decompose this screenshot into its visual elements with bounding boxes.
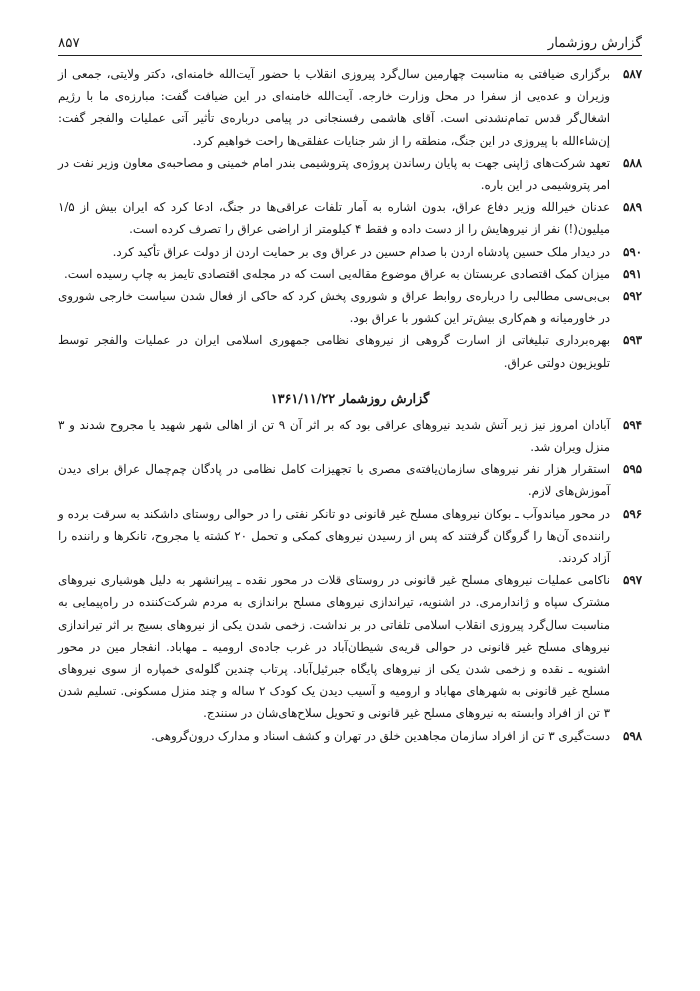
- entry-text: بهره‌برداری تبلیغاتی از اسارت گروهی از نیروهای نظامی جمهوری اسلامی ایران در عملیات والفجر توسط تلویزیون دولتی عراق.: [58, 333, 610, 370]
- entry-number: ۵۹۲: [622, 289, 642, 304]
- entry-text: دست‌گیری ۳ تن از افراد سازمان مجاهدین خلق در تهران و کشف اسناد و مدارک درون‌گروهی.: [151, 728, 610, 743]
- news-entry: [58, 263, 642, 285]
- page-header: [58, 33, 642, 56]
- entry-number: ۵۹۳: [622, 333, 642, 348]
- entry-list-top: [58, 63, 642, 374]
- news-entry: [58, 414, 642, 458]
- news-entry: [58, 569, 642, 724]
- entry-text: ناکامی عملیات نیروهای مسلح غیر قانونی در روستای قلات در محور نقده ـ پیرانشهر به دلیل هوشیاری نیروهای مشترک سپاه و ژاندارمری. در اشنویه، تیراندازی نیروهای مسلح براندازی به مردم شرکت‌کننده در راه‌پیمایی به مناسبت سال‌گرد پیروزی انقلاب اسلامی تلفاتی در بر نداشت. زخمی شدن یکی از نیروهای بسیج بر اثر تیراندازی نیروهای مسلح غیر قانونی در حوالی قریه‌ی شیطان‌آباد در غرب جاده‌ی ارومیه ـ مهاباد. انفجار مین در محور اشنویه ـ نقده و زخمی شدن یکی از نیروهای پایگاه جبرئیل‌آباد. پرتاب چندین گلوله‌ی خمپاره از سوی نیروهای مسلح غیر قانونی به شهرهای مهاباد و ارومیه و آسیب دیدن یک کودک ۲ ساله و چند منزل مسکونی. تسلیم شدن ۳ تن از افراد وابسته به نیروهای مسلح غیر قانونی و تحویل سلاح‌های‌شان در سنندج.: [58, 573, 610, 721]
- news-entry: [58, 285, 642, 329]
- news-entry: [58, 503, 642, 570]
- news-entry: [58, 152, 642, 196]
- news-entry: [58, 725, 642, 747]
- news-entry: [58, 329, 642, 373]
- news-entry: [58, 241, 642, 263]
- news-entry: [58, 196, 642, 240]
- entry-number: ۵۸۸: [622, 155, 642, 170]
- news-entry: [58, 458, 642, 502]
- entry-number: ۵۸۷: [622, 67, 642, 81]
- entry-number: ۵۸۹: [622, 200, 642, 215]
- section-heading: گزارش روزشمار ۱۳۶۱/۱۱/۲۲: [270, 391, 430, 407]
- entry-list-bottom: [58, 414, 642, 747]
- entry-number: ۵۹۶: [622, 506, 642, 521]
- entry-text: در محور میاندوآب ـ بوکان نیروهای مسلح غیر قانونی دو تانکر نفتی را در حوالی روستای داشکند به سرقت برده و راننده‌ی آن‌ها را گروگان گرفتند که پس از رسیدن نیروهای کمکی و تحمل ۲۰ کشته یا مجروح، تانکرها و راننده را آزاد کردند.: [58, 506, 610, 566]
- entry-text: عدنان خیرالله وزیر دفاع عراق، بدون اشاره به آمار تلفات عراقی‌ها در جنگ، ادعا کرد که ایران بیش از ۱/۵ میلیون(!) نفر از نیروهایش را از دست داده و فقط ۴ کیلومتر از اراضی عراق را تصرف کرده است.: [58, 200, 610, 237]
- entry-text: بی‌بی‌سی مطالبی را درباره‌ی روابط عراق و شوروی پخش کرد که حاکی از فعال شدن سیاست خارجی شوروی در خاورمیانه و هم‌کاری بیش‌تر این کشور با عراق بود.: [58, 289, 610, 326]
- entry-number: ۵۹۷: [622, 573, 642, 588]
- entry-text: استقرار هزار نفر نیروهای سازمان‌یافته‌ی مصری با تجهیزات کامل نظامی در پادگان چم‌چمال عراق برای دیدن آموزش‌های لازم.: [58, 462, 610, 499]
- entry-number: ۵۹۱: [622, 266, 642, 281]
- news-entry: [58, 63, 642, 152]
- entry-number: ۵۹۸: [622, 728, 642, 743]
- entry-number: ۵۹۰: [622, 244, 642, 259]
- entry-text: برگزاری ضیافتی به مناسبت چهارمین سال‌گرد پیروزی انقلاب با حضور آیت‌الله خامنه‌ای، دکتر ولایتی، جمعی از وزیران و عده‌یی از سفرا در محل وزارت خارجه. آیت‌الله خامنه‌ای در این ضیافت گفت: مبارزه‌ی ما با رژیم اشغال‌گر قدس تمام‌نشدنی است. آقای هاشمی رفسنجانی در پیامی درباره‌ی تأثیر آتی عملیات والفجر گفت: إن‌شاءالله با پیروزی در این جنگ، منطقه را از شر جنایات عفلقی‌ها راحت خواهیم کرد.: [58, 67, 610, 148]
- entry-number: ۵۹۵: [622, 462, 642, 477]
- entry-text: میزان کمک اقتصادی عربستان به عراق موضوع مقاله‌یی است که در مجله‌ی اقتصادی تایمز به چاپ رسیده است.: [63, 266, 610, 281]
- entry-text: در دیدار ملک حسین پادشاه اردن با صدام حسین در عراق وی بر حمایت اردن از دولت عراق تأکید کرد.: [112, 244, 610, 259]
- page-body: [58, 63, 642, 747]
- entry-number: ۵۹۴: [622, 417, 642, 432]
- entry-text: تعهد شرکت‌های ژاپنی جهت به پایان رساندن پروژه‌ی پتروشیمی بندر امام خمینی و مصاحبه‌ی معاون وزیر نفت در امر پتروشیمی در این باره.: [58, 155, 610, 193]
- entry-text: آبادان امروز نیز زیر آتش شدید نیروهای عراقی بود که بر اثر آن ۹ تن از اهالی شهر شهید یا مجروح شدند و ۳ منزل ویران شد.: [58, 417, 610, 455]
- page-number: ۸۵۷: [58, 35, 80, 51]
- running-title: گزارش روزشمار: [547, 35, 642, 51]
